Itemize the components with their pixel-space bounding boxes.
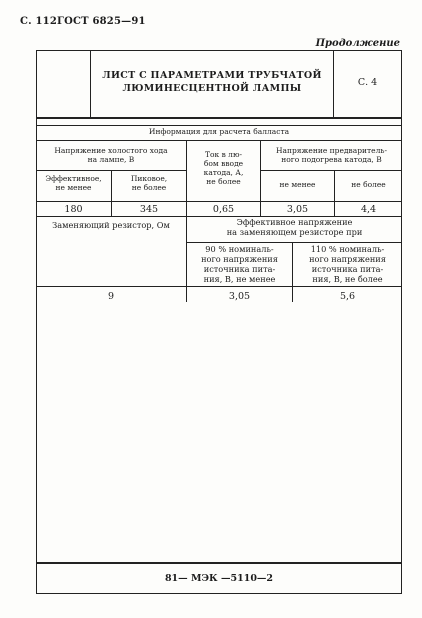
value-resistor: 9: [107, 291, 115, 302]
col110-line1: 110 % номиналь-: [310, 244, 385, 254]
peak-header-line1: Пиковое,: [130, 174, 168, 183]
continuation-label: Продолжение: [315, 38, 400, 49]
footer-rule: [36, 562, 402, 564]
preheat-min-header: не менее: [279, 180, 316, 189]
current-header-line3: катода, А,: [203, 168, 244, 177]
value-preheat-max: 4,4: [360, 204, 377, 215]
sheet-page-number: С. 4: [357, 77, 378, 88]
resistor-label: Заменяющий резистор, Ом: [52, 220, 170, 230]
effective-header-line1: Эффективное,: [45, 174, 102, 183]
col90-line2: ного напряжения: [201, 254, 278, 264]
value-peak: 345: [139, 204, 159, 215]
value-preheat-min: 3,05: [286, 204, 309, 215]
value-effective: 180: [64, 204, 83, 215]
preheat-header-line1: Напряжение предваритель-: [275, 146, 388, 155]
current-header-line1: Ток в лю-: [204, 150, 243, 159]
eff-voltage-line1: Эффективное напряжение: [236, 217, 353, 227]
effective-header-line2: не менее: [55, 183, 92, 192]
peak-header-line2: не более: [131, 183, 167, 192]
current-header-line2: бом вводе: [203, 159, 244, 168]
preheat-header-line2: ного подогрева катода, В: [281, 155, 382, 164]
value-current: 0,65: [212, 204, 235, 215]
no-load-voltage-line2: на лампе, В: [87, 155, 135, 164]
current-header-line4: не более: [206, 177, 241, 186]
value-v90: 3,05: [228, 291, 251, 302]
section-title: Информация для расчета балласта: [148, 127, 290, 136]
col90-line4: ния, В, не менее: [203, 274, 276, 284]
sheet-title-line2: ЛЮМИНЕСЦЕНТНОЙ ЛАМПЫ: [122, 83, 302, 94]
col110-line3: источника пита-: [311, 264, 384, 274]
value-v110: 5,6: [339, 291, 356, 302]
sheet-title-line1: ЛИСТ С ПАРАМЕТРАМИ ТРУБЧАТОЙ: [102, 70, 322, 81]
preheat-max-header: не более: [351, 180, 386, 189]
no-load-voltage-line1: Напряжение холостого хода: [54, 146, 168, 155]
eff-voltage-line2: на заменяющем резисторе при: [226, 227, 363, 237]
footer-code: 81— МЭК —5110—2: [164, 573, 274, 584]
col110-line4: ния, В, не более: [312, 274, 383, 284]
col90-line3: источника пита-: [203, 264, 276, 274]
col110-line2: ного напряжения: [309, 254, 386, 264]
page-header: С. 112ГОСТ 6825—91: [20, 16, 146, 27]
col90-line1: 90 % номиналь-: [205, 244, 274, 254]
